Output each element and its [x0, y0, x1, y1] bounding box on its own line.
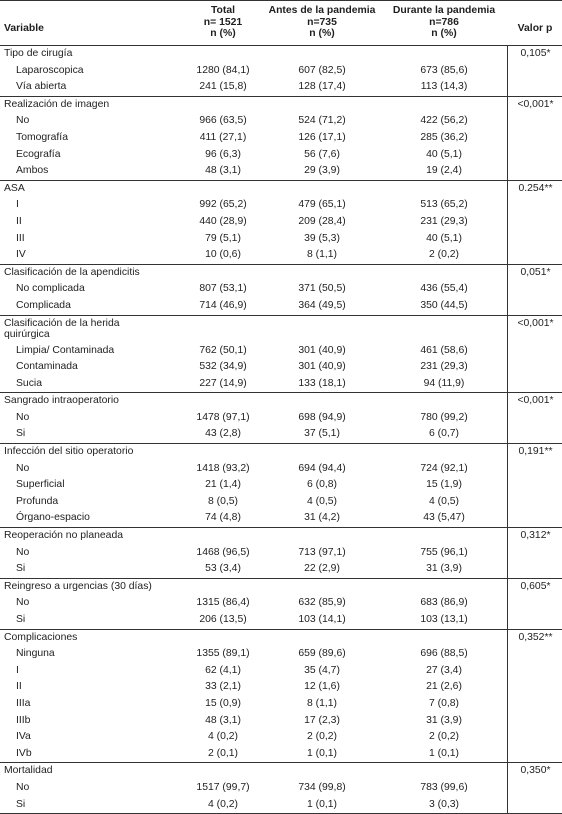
p-value: <0,001*	[507, 97, 562, 114]
row-label: IIIa	[16, 697, 31, 709]
table-group-row	[0, 315, 562, 343]
cell-durante: 103 (13,1)	[420, 614, 468, 625]
table-row	[0, 679, 562, 696]
cell-total: 532 (34,9)	[199, 361, 247, 373]
p-value: 0,352**	[507, 630, 562, 647]
table-row	[0, 163, 562, 180]
group-label-text: Sangrado intraoperatorio	[4, 395, 119, 407]
table-row	[0, 247, 562, 264]
table-row	[0, 477, 562, 494]
cell-antes: 1 (0,1)	[306, 747, 338, 759]
cell-antes: 364 (49,5)	[298, 299, 346, 311]
p-value-cell	[507, 595, 562, 612]
cell-antes: 479 (65,1)	[298, 199, 346, 211]
group-label-text: Clasificación de la herida	[4, 317, 120, 329]
table-row	[0, 461, 562, 478]
group-label	[4, 393, 119, 410]
header-total	[178, 5, 268, 40]
row-label: III	[16, 232, 25, 244]
header-total-unit: n (%)	[210, 28, 236, 39]
row-label: Órgano-espacio	[16, 512, 90, 524]
table-group-row	[0, 527, 562, 545]
table-row	[0, 147, 562, 164]
cell-antes: 698 (94,9)	[298, 411, 346, 423]
cell-total: 15 (0,9)	[205, 697, 241, 709]
cell-antes: 734 (99,8)	[298, 781, 346, 793]
group-label-text: Complicaciones	[4, 631, 78, 643]
table-group-row	[0, 180, 562, 198]
p-value-cell	[507, 359, 562, 376]
group-label-text-line2: quirúrgica	[4, 328, 50, 340]
cell-antes: 371 (50,5)	[298, 283, 346, 295]
cell-total: 96 (6,3)	[205, 148, 241, 160]
cell-total: 966 (63,5)	[199, 115, 247, 127]
cell-total: 79 (5,1)	[205, 232, 241, 244]
cell-total: 1280 (84,1)	[196, 64, 250, 76]
cell-durante: 2 (0,2)	[428, 731, 460, 743]
cell-total: 74 (4,8)	[205, 512, 241, 524]
cell-antes: 126 (17,1)	[298, 131, 346, 143]
cell-total: 10 (0,6)	[205, 249, 241, 261]
row-label: No	[16, 462, 30, 474]
cell-total: 48 (3,1)	[205, 714, 241, 726]
header-total-n: n= 1521	[203, 16, 243, 28]
cell-durante: 19 (2,4)	[426, 165, 462, 177]
cell-total: 1315 (86,4)	[196, 597, 250, 609]
p-value-cell	[507, 214, 562, 231]
table-row	[0, 663, 562, 680]
cell-antes: 29 (3,9)	[304, 165, 340, 177]
cell-total: 1418 (93,2)	[196, 462, 250, 474]
cell-durante: 27 (3,4)	[426, 664, 462, 676]
p-value-cell	[507, 163, 562, 180]
cell-durante: 3 (0,3)	[428, 798, 460, 810]
p-value-cell	[507, 63, 562, 80]
p-value-cell	[507, 113, 562, 130]
cell-total: 227 (14,9)	[199, 377, 247, 389]
cell-durante: 436 (55,4)	[420, 283, 468, 295]
group-label-text: Reoperación no planeada	[4, 530, 124, 542]
cell-total: 206 (13,5)	[199, 614, 247, 625]
cell-antes: 31 (4,2)	[304, 512, 340, 524]
cell-total: 4 (0,2)	[207, 731, 239, 743]
cell-antes: 607 (82,5)	[298, 64, 346, 76]
header-antes	[262, 5, 382, 40]
table-row	[0, 729, 562, 746]
cell-durante: 7 (0,8)	[428, 697, 460, 709]
p-value-cell	[507, 679, 562, 696]
table-group-row	[0, 96, 562, 114]
table-row	[0, 746, 562, 763]
cell-antes: 37 (5,1)	[304, 428, 340, 440]
group-label-text: Realización de imagen	[4, 98, 110, 110]
row-label: Limpia/ Contaminada	[16, 344, 115, 356]
p-value-cell	[507, 79, 562, 96]
table-header	[0, 0, 562, 46]
p-value-cell	[507, 343, 562, 360]
p-value-cell	[507, 197, 562, 214]
cell-antes: 2 (0,2)	[306, 731, 338, 743]
cell-antes: 39 (5,3)	[304, 232, 340, 244]
cell-antes: 209 (28,4)	[298, 215, 346, 227]
cell-antes: 8 (1,1)	[306, 697, 338, 709]
row-label: IIIb	[16, 714, 31, 726]
p-value-cell	[507, 298, 562, 315]
p-value-cell	[507, 410, 562, 427]
cell-total: 4 (0,2)	[207, 798, 239, 810]
table-group-row	[0, 762, 562, 780]
table-body	[0, 46, 562, 813]
table-row	[0, 410, 562, 427]
header-total-title: Total	[210, 5, 236, 16]
table-row	[0, 494, 562, 511]
cell-total: 411 (27,1)	[199, 131, 247, 143]
cell-durante: 724 (92,1)	[420, 462, 468, 474]
p-value-cell	[507, 247, 562, 264]
group-label	[4, 265, 140, 282]
table-row	[0, 359, 562, 376]
row-label: Sucia	[16, 377, 42, 389]
cell-durante: 231 (29,3)	[420, 361, 468, 373]
cell-total: 762 (50,1)	[199, 344, 247, 356]
cell-total: 1468 (96,5)	[196, 546, 250, 558]
cell-antes: 713 (97,1)	[298, 546, 346, 558]
cell-antes: 4 (0,5)	[306, 495, 338, 507]
cell-total: 1355 (89,1)	[196, 648, 250, 660]
cell-durante: 285 (36,2)	[420, 131, 468, 143]
cell-durante: 94 (11,9)	[423, 377, 465, 389]
table-row	[0, 298, 562, 315]
row-label: No	[16, 546, 30, 558]
row-label: Ecografía	[16, 148, 61, 160]
p-value: 0,051*	[507, 265, 562, 282]
table-group-row	[0, 264, 562, 282]
row-label: No	[16, 411, 30, 423]
table-row	[0, 79, 562, 96]
cell-durante: 231 (29,3)	[420, 215, 468, 227]
cell-durante: 683 (86,9)	[420, 597, 468, 609]
header-antes-unit: n (%)	[309, 28, 335, 39]
cell-antes: 35 (4,7)	[304, 664, 340, 676]
cell-total: 807 (53,1)	[199, 283, 247, 295]
row-label: IV	[16, 249, 26, 261]
table-row	[0, 545, 562, 562]
cell-antes: 694 (94,4)	[298, 462, 346, 474]
cell-total: 714 (46,9)	[199, 299, 247, 311]
cell-total: 33 (2,1)	[205, 681, 241, 693]
table-group-row	[0, 46, 562, 63]
cell-total: 21 (1,4)	[205, 479, 241, 491]
row-label: Si	[16, 614, 26, 625]
cell-antes: 22 (2,9)	[304, 563, 340, 575]
cell-durante: 15 (1,9)	[426, 479, 462, 491]
row-label: I	[16, 199, 19, 211]
p-value-cell	[507, 713, 562, 730]
cell-durante: 40 (5,1)	[426, 148, 462, 160]
header-variable: Variable	[4, 23, 44, 34]
row-label: Contaminada	[16, 361, 78, 373]
row-label: Vía abierta	[16, 81, 67, 93]
group-label	[4, 181, 25, 198]
cell-durante: 40 (5,1)	[426, 232, 462, 244]
table-row	[0, 231, 562, 248]
p-value: 0,605*	[507, 579, 562, 596]
p-value-cell	[507, 426, 562, 443]
header-durante-title: Durante la pandemia	[392, 5, 496, 16]
cell-antes: 8 (1,1)	[306, 249, 338, 261]
row-label: Si	[16, 428, 26, 440]
cell-durante: 31 (3,9)	[426, 714, 462, 726]
table-row	[0, 510, 562, 527]
row-label: Ambos	[16, 165, 49, 177]
p-value: <0,001*	[507, 393, 562, 410]
p-value-cell	[507, 696, 562, 713]
table-row	[0, 780, 562, 797]
cell-total: 8 (0,5)	[207, 495, 239, 507]
group-label	[4, 763, 53, 780]
header-durante	[382, 5, 506, 40]
cell-antes: 6 (0,8)	[306, 479, 338, 491]
p-value: 0,312*	[507, 528, 562, 545]
p-value-cell	[507, 231, 562, 248]
p-value-cell	[507, 376, 562, 393]
cell-durante: 113 (14,3)	[420, 81, 468, 93]
cell-antes: 128 (17,4)	[298, 81, 346, 93]
group-label-text: Mortalidad	[4, 765, 53, 777]
table-group-row	[0, 392, 562, 410]
table-row	[0, 214, 562, 231]
row-label: No	[16, 781, 30, 793]
cell-durante: 422 (56,2)	[420, 115, 468, 127]
cell-total: 48 (3,1)	[205, 165, 241, 177]
cell-antes: 103 (14,1)	[298, 614, 346, 625]
p-value-cell	[507, 545, 562, 562]
cell-durante: 21 (2,6)	[426, 681, 462, 693]
cell-durante: 755 (96,1)	[420, 546, 468, 558]
p-value-cell	[507, 746, 562, 763]
cell-durante: 43 (5,47)	[423, 512, 465, 524]
cell-total: 241 (15,8)	[199, 81, 247, 93]
cell-antes: 17 (2,3)	[304, 714, 340, 726]
p-value: 0,350*	[507, 763, 562, 780]
p-value-cell	[507, 510, 562, 527]
group-label	[4, 630, 77, 647]
p-value-cell	[507, 147, 562, 164]
header-antes-title: Antes de la pandemia	[268, 5, 376, 16]
header-pvalue: Valor p	[517, 23, 553, 34]
table-row	[0, 561, 562, 578]
cell-durante: 780 (99,2)	[420, 411, 468, 423]
cell-durante: 461 (58,6)	[420, 344, 468, 356]
cell-total: 2 (0,1)	[207, 747, 239, 759]
row-label: Si	[16, 798, 26, 810]
p-value-cell	[507, 797, 562, 814]
table-row	[0, 130, 562, 147]
group-label-text: ASA	[4, 182, 25, 194]
p-value-cell	[507, 461, 562, 478]
row-label: Laparoscopica	[16, 64, 84, 76]
table-row	[0, 376, 562, 393]
row-label: IVb	[16, 747, 32, 759]
table-row	[0, 281, 562, 298]
cell-total: 1517 (99,7)	[196, 781, 250, 793]
table-row	[0, 343, 562, 360]
header-durante-unit: n (%)	[431, 28, 457, 39]
cell-antes: 632 (85,9)	[298, 597, 346, 609]
cell-total: 1478 (97,1)	[196, 411, 250, 423]
table-row	[0, 197, 562, 214]
cell-durante: 513 (65,2)	[420, 199, 468, 211]
p-value-cell	[507, 130, 562, 147]
cell-durante: 4 (0,5)	[428, 495, 460, 507]
row-label: No complicada	[16, 283, 85, 295]
p-value-cell	[507, 646, 562, 663]
group-label	[4, 97, 109, 114]
cell-antes: 301 (40,9)	[298, 344, 346, 356]
group-label	[4, 444, 133, 461]
row-label: Tomografía	[16, 131, 68, 143]
table-row	[0, 426, 562, 443]
cell-total: 440 (28,9)	[199, 215, 247, 227]
cell-total: 62 (4,1)	[205, 664, 241, 676]
row-label: II	[16, 681, 22, 693]
cell-durante: 696 (88,5)	[420, 648, 468, 660]
group-label	[4, 46, 72, 63]
cell-antes: 524 (71,2)	[298, 115, 346, 127]
cell-durante: 31 (3,9)	[426, 563, 462, 575]
row-label: Superficial	[16, 479, 65, 491]
cell-antes: 133 (18,1)	[298, 377, 346, 389]
p-value: <0,001*	[507, 316, 562, 343]
cell-antes: 659 (89,6)	[298, 648, 346, 660]
group-label-text: Tipo de cirugía	[4, 48, 73, 59]
p-value: 0,105*	[507, 46, 562, 63]
cell-total: 992 (65,2)	[199, 199, 247, 211]
p-value-cell	[507, 612, 562, 629]
row-label: Profunda	[16, 495, 59, 507]
cell-total: 43 (2,8)	[205, 428, 241, 440]
header-durante-n: n=786	[429, 16, 459, 28]
row-label: I	[16, 664, 19, 676]
p-value: 0.254**	[507, 181, 562, 198]
cell-durante: 783 (99,6)	[420, 781, 468, 793]
row-label: Si	[16, 563, 26, 575]
group-label	[4, 528, 123, 545]
cell-durante: 2 (0,2)	[428, 249, 460, 261]
p-value-cell	[507, 561, 562, 578]
table-group-row	[0, 578, 562, 596]
cell-antes: 1 (0,1)	[306, 798, 338, 810]
table-row	[0, 646, 562, 663]
table-row	[0, 696, 562, 713]
p-value: 0,191**	[507, 444, 562, 461]
cell-antes: 56 (7,6)	[304, 148, 340, 160]
row-label: No	[16, 597, 30, 609]
group-label-text: Infección del sitio operatorio	[4, 446, 134, 458]
p-value-cell	[507, 780, 562, 797]
table-row	[0, 713, 562, 730]
cell-antes: 301 (40,9)	[298, 361, 346, 373]
table-row	[0, 595, 562, 612]
table-row	[0, 113, 562, 130]
row-label: Complicada	[16, 299, 71, 311]
group-label-text: Clasificación de la apendicitis	[4, 266, 140, 278]
table-group-row	[0, 629, 562, 647]
table-row	[0, 797, 562, 814]
cell-durante: 673 (85,6)	[420, 64, 468, 76]
row-label: Ninguna	[16, 648, 55, 660]
row-label: II	[16, 215, 22, 227]
p-value-cell	[507, 477, 562, 494]
row-label: No	[16, 115, 30, 127]
group-label	[4, 579, 152, 596]
cell-durante: 350 (44,5)	[420, 299, 468, 311]
group-label	[4, 318, 120, 340]
table-group-row	[0, 443, 562, 461]
p-value-cell	[507, 729, 562, 746]
header-antes-n: n=735	[307, 16, 337, 28]
group-label-text: Reingreso a urgencias (30 días)	[4, 580, 152, 592]
cell-durante: 6 (0,7)	[428, 428, 460, 440]
cell-durante: 1 (0,1)	[428, 747, 460, 759]
cell-total: 53 (3,4)	[205, 563, 241, 575]
table-row	[0, 63, 562, 80]
p-value-cell	[507, 494, 562, 511]
p-value-cell	[507, 281, 562, 298]
row-label: IVa	[16, 731, 31, 743]
table-row	[0, 612, 562, 629]
p-value-cell	[507, 663, 562, 680]
cell-antes: 12 (1,6)	[304, 681, 340, 693]
